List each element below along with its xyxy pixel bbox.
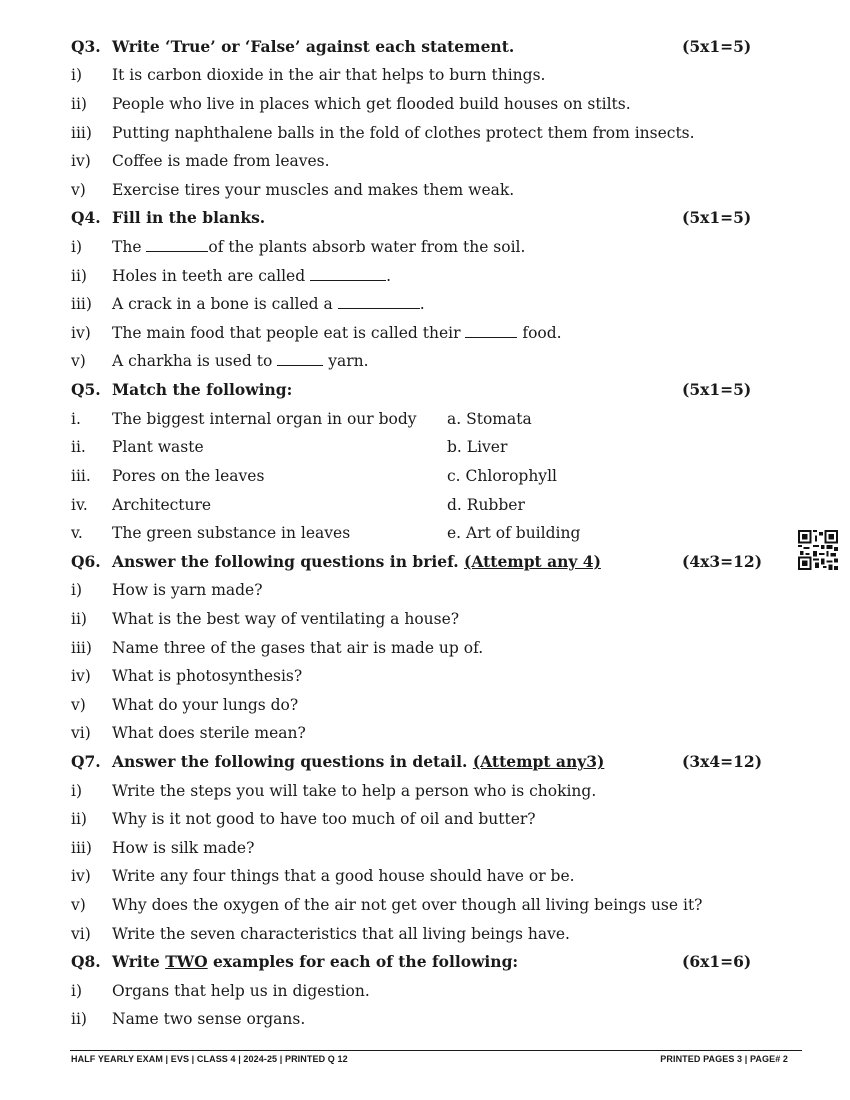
- list-item: [0, 61, 850, 89]
- item-text: Name two sense organs.: [112, 1010, 306, 1028]
- question-marks: (4x3=12): [682, 552, 763, 571]
- item-number: i): [71, 238, 83, 256]
- question-number: Q8.: [71, 952, 101, 971]
- item-number: v): [71, 181, 86, 199]
- question-title: Answer the following questions in brief.: [112, 552, 465, 571]
- item-text: A crack in a bone is called a: [112, 295, 338, 313]
- question-marks: (5x1=5): [682, 208, 752, 227]
- match-left: The green substance in leaves: [112, 524, 351, 542]
- item-number: iii.: [71, 467, 91, 485]
- list-item: [0, 576, 850, 604]
- question-number: Q3.: [71, 37, 101, 56]
- q5-heading: [0, 376, 850, 404]
- item-text: What does sterile mean?: [112, 724, 306, 742]
- item-number: iv): [71, 867, 91, 885]
- item-number: iii): [71, 295, 92, 313]
- match-left: Pores on the leaves: [112, 467, 265, 485]
- item-text: People who live in places which get flooded build houses on stilts.: [112, 95, 631, 113]
- item-text: It is carbon dioxide in the air that helps to burn things.: [112, 66, 546, 84]
- match-row: [0, 433, 850, 461]
- question-title: Match the following:: [112, 380, 293, 399]
- q7-heading: [0, 748, 850, 776]
- list-item: [0, 290, 850, 318]
- item-number: ii.: [71, 438, 86, 456]
- item-text: A charkha is used to: [112, 352, 278, 370]
- item-number: vi): [71, 925, 91, 943]
- item-text: Why does the oxygen of the air not get over though all living beings use it?: [112, 896, 703, 914]
- question-marks: (5x1=5): [682, 380, 752, 399]
- answer-blank: [338, 290, 420, 309]
- question-marks: (5x1=5): [682, 37, 752, 56]
- item-number: ii): [71, 95, 87, 113]
- match-left: Plant waste: [112, 438, 204, 456]
- match-row: [0, 462, 850, 490]
- item-text: .: [386, 267, 391, 285]
- item-number: iii): [71, 639, 92, 657]
- attempt-note: (Attempt any 4): [464, 552, 601, 571]
- footer-right: PRINTED PAGES 3 | PAGE# 2: [660, 1054, 788, 1064]
- item-text: Write any four things that a good house should have or be.: [112, 867, 575, 885]
- list-item: [0, 662, 850, 690]
- list-item: [0, 920, 850, 948]
- item-number: i): [71, 982, 83, 1000]
- list-item: [0, 977, 850, 1005]
- item-number: iv.: [71, 496, 88, 514]
- match-right: b. Liver: [447, 438, 508, 456]
- list-item: [0, 805, 850, 833]
- list-item: [0, 262, 850, 290]
- match-right: a. Stomata: [447, 410, 532, 428]
- item-text: What is photosynthesis?: [112, 667, 303, 685]
- item-text: Exercise tires your muscles and makes them weak.: [112, 181, 515, 199]
- item-number: iii): [71, 124, 92, 142]
- item-number: vi): [71, 724, 91, 742]
- item-number: ii): [71, 610, 87, 628]
- match-right: e. Art of building: [447, 524, 581, 542]
- item-number: v.: [71, 524, 83, 542]
- item-number: iv): [71, 667, 91, 685]
- item-text: What is the best way of ventilating a house?: [112, 610, 460, 628]
- match-right: d. Rubber: [447, 496, 525, 514]
- list-item: [0, 119, 850, 147]
- item-text: Write the seven characteristics that all living beings have.: [112, 925, 570, 943]
- match-left: Architecture: [112, 496, 212, 514]
- list-item: [0, 176, 850, 204]
- question-number: Q7.: [71, 752, 101, 771]
- list-item: [0, 834, 850, 862]
- question-title: Write ‘True’ or ‘False’ against each statement.: [112, 37, 515, 56]
- item-text: How is silk made?: [112, 839, 255, 857]
- emphasis-word: TWO: [165, 952, 208, 971]
- item-text: The main food that people eat is called their: [112, 324, 466, 342]
- match-right: c. Chlorophyll: [447, 467, 557, 485]
- question-number: Q4.: [71, 208, 101, 227]
- list-item: [0, 347, 850, 375]
- list-item: [0, 319, 850, 347]
- item-text: .: [419, 295, 425, 313]
- item-number: iii): [71, 839, 92, 857]
- match-row: [0, 491, 850, 519]
- q8-heading: [0, 948, 850, 976]
- attempt-note: (Attempt any3): [472, 752, 605, 771]
- item-text: How is yarn made?: [112, 581, 263, 599]
- q4-heading: [0, 204, 850, 232]
- question-title: Answer the following questions in detail.: [112, 752, 473, 771]
- match-row: [0, 519, 850, 547]
- footer-divider: [70, 1050, 802, 1051]
- answer-blank: [465, 319, 517, 338]
- item-number: ii): [71, 810, 87, 828]
- item-number: v): [71, 352, 86, 370]
- item-number: ii): [71, 267, 87, 285]
- list-item: [0, 891, 850, 919]
- match-left: The biggest internal organ in our body: [112, 410, 417, 428]
- item-text: of the plants absorb water from the soil.: [208, 238, 526, 256]
- item-text: Write the steps you will take to help a person who is choking.: [112, 782, 597, 800]
- q3-heading: [0, 33, 850, 61]
- item-text: yarn.: [323, 352, 369, 370]
- item-number: ii): [71, 1010, 87, 1028]
- answer-blank: [277, 347, 323, 366]
- item-number: v): [71, 896, 86, 914]
- q6-heading: [0, 548, 850, 576]
- answer-blank: [310, 262, 386, 281]
- question-title: Fill in the blanks.: [112, 208, 266, 227]
- item-text: Why is it not good to have too much of oil and butter?: [112, 810, 536, 828]
- item-number: iv): [71, 152, 91, 170]
- answer-blank: [146, 233, 208, 252]
- list-item: [0, 691, 850, 719]
- item-number: iv): [71, 324, 91, 342]
- list-item: [0, 605, 850, 633]
- item-number: i): [71, 66, 83, 84]
- list-item: [0, 1005, 850, 1033]
- item-number: v): [71, 696, 86, 714]
- item-text: Putting naphthalene balls in the fold of clothes protect them from insects.: [112, 124, 695, 142]
- item-text: Holes in teeth are called: [112, 267, 311, 285]
- item-number: i): [71, 581, 83, 599]
- item-number: i): [71, 782, 83, 800]
- footer-left: HALF YEARLY EXAM | EVS | CLASS 4 | 2024-25 | PRINTED Q 12: [71, 1054, 348, 1064]
- list-item: [0, 233, 850, 261]
- item-number: i.: [71, 410, 81, 428]
- list-item: [0, 777, 850, 805]
- item-text: What do your lungs do?: [112, 696, 299, 714]
- list-item: [0, 719, 850, 747]
- item-text: Organs that help us in digestion.: [112, 982, 370, 1000]
- question-title: Write: [112, 952, 166, 971]
- list-item: [0, 90, 850, 118]
- item-text: Name three of the gases that air is made up of.: [112, 639, 484, 657]
- list-item: [0, 634, 850, 662]
- list-item: [0, 862, 850, 890]
- item-text: food.: [517, 324, 562, 342]
- match-row: [0, 405, 850, 433]
- item-text: Coffee is made from leaves.: [112, 152, 330, 170]
- item-text: The: [112, 238, 147, 256]
- list-item: [0, 147, 850, 175]
- question-number: Q6.: [71, 552, 101, 571]
- question-title: examples for each of the following:: [207, 952, 519, 971]
- question-marks: (6x1=6): [682, 952, 752, 971]
- question-marks: (3x4=12): [682, 752, 763, 771]
- question-number: Q5.: [71, 380, 101, 399]
